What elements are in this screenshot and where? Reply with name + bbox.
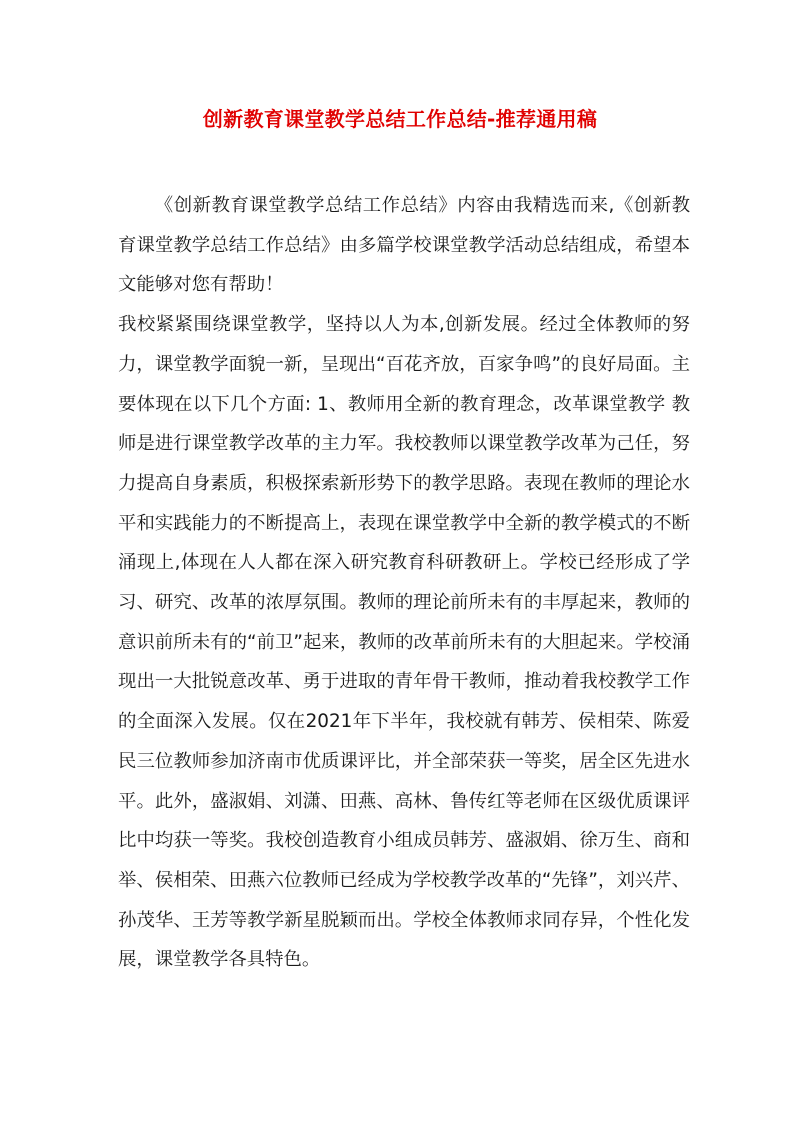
intro-paragraph: 《创新教育课堂教学总结工作总结》内容由我精选而来,《创新教育课堂教学总结工作总结》由多篇学校课堂教学活动总结组成，希望本文能够对您有帮助！ — [118, 195, 690, 296]
document-title: 创新教育课堂教学总结工作总结-推荐通用稿 — [202, 107, 598, 131]
main-paragraph: 我校紧紧围绕课堂教学，坚持以人为本,创新发展。经过全体教师的努力，课堂教学面貌一新，呈现出“百花齐放，百家争鸣”的良好局面。主要体现在以下几个方面: 1、教师用全新的教育理念，改革课堂教学 教师是进行课堂教学改革的主力军。我校教师以课堂教学改革为己任，努力提高自身素质，积极探索新形势下的教学思路。表现在教师的理论水平和实践能力的不断提高上，表现在课堂教学中全新的教学模式的不断涌现上,体现在人人都在深入研究教育科研教研上。学校已经形成了学习、研究、改革的浓厚氛围。教师的理论前所未有的丰厚起来，教师的意识前所未有的“前卫”起来，教师的改革前所未有的大胆起来。学校涌现出一大批锐意改革、勇于进取的青年骨干教师，推动着我校教学工作的全面深入发展。仅在2021年下半年，我校就有韩芳、侯相荣、陈爱民三位教师参加济南市优质课评比，并全部荣获一等奖，居全区先进水平。此外，盛淑娟、刘潇、田燕、高林、鲁传红等老师在区级优质课评比中均获一等奖。我校创造教育小组成员韩芳、盛淑娟、徐万生、商和举、侯相荣、田燕六位教师已经成为学校教学改革的“先锋”，刘兴芹、孙茂华、王芳等教学新星脱颖而出。学校全体教师求同存异，个性化发展，课堂教学各具特色。 — [118, 314, 690, 971]
document-body — [118, 186, 690, 980]
